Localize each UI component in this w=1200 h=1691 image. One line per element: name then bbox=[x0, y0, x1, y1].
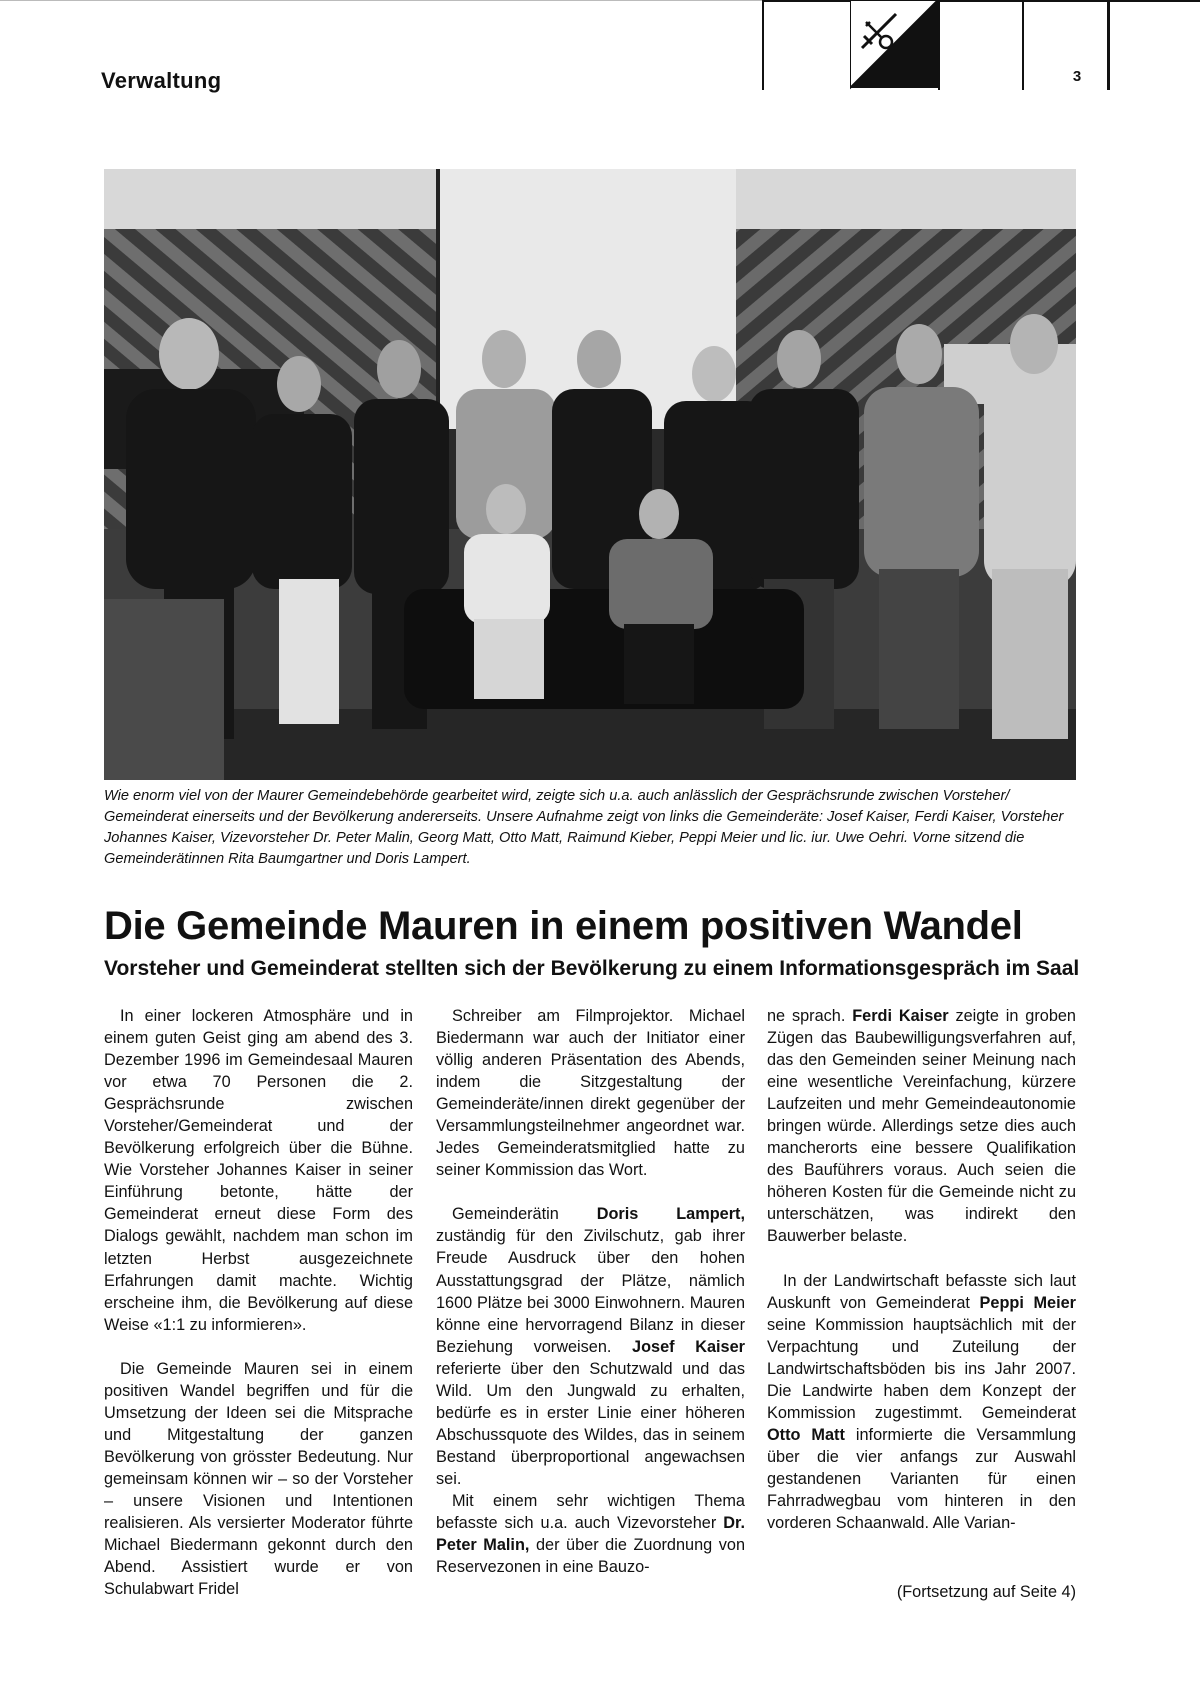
mauren-coat-of-arms-key-sword-icon bbox=[850, 0, 940, 90]
text-run: seine Kommission hauptsächlich mit der Verpachtung und Zuteilung der Landwirtschaftsböden bis ins Jahr 2007. Die Landwirte haben dem Konzept der Kommission zugestimmt. Gemeinderat bbox=[767, 1315, 1076, 1422]
paragraph: Die Gemeinde Mauren sei in einem positiven Wandel begriffen und für die Umsetzung der Ideen sei die Mitsprache und Mitgestaltung der ganzen Bevölkerung von grösster Bedeutung. Nur gemeinsam können wir – so der Vorsteher – unsere Visionen und Intentionen realisieren. Als versierter Moderator führte Michael Biedermann gekonnt durch den Abend. Assistiert wurde er von Schulabwart Fridel bbox=[104, 1359, 413, 1599]
text-run: zeigte in groben Zügen das Baubewilligungsverfahren auf, das den Gemeinden seiner Meinung nach eine wesentliche Vereinfachung, kürzere Laufzeiten und mehr Gemeindeautonomie bringen würde. Allerdings setze dies auch mancherorts eine bessere Qualifikation des Bauführers voraus. Auch seien die höheren Kosten für die Gemeinde nicht zu unterschätzen, was indirekt den Bauwerber belaste. bbox=[767, 1007, 1076, 1246]
page-number: 3 bbox=[1072, 68, 1082, 85]
text-run: Mit einem sehr wichtigen Thema befasste sich u.a. auch Vizevorsteher bbox=[436, 1491, 745, 1533]
paragraph bbox=[436, 1490, 745, 1578]
photo-illustration bbox=[104, 169, 1076, 780]
person-name: Ferdi Kaiser bbox=[852, 1007, 949, 1025]
article-column-3 bbox=[767, 1005, 1076, 1534]
article-column-2 bbox=[436, 1005, 745, 1578]
paragraph bbox=[767, 1005, 1076, 1248]
person-name: Doris Lampert, bbox=[596, 1205, 745, 1224]
tab-divider bbox=[1108, 0, 1110, 90]
text-run: zuständig für den Zivilschutz, gab ihrer Freude Ausdruck über den hohen Ausstattungsgrad der Plätze, nämlich 1600 Plätze bei 3000 Einwohnern. Mauren könne eine hervorragend Bilanz in dieser Beziehung vorweisen. bbox=[436, 1227, 745, 1356]
text-run: der über die Zuordnung von Reservezonen in eine Bauzo- bbox=[436, 1536, 746, 1577]
text-run: informierte die Versammlung über die vier anfangs zur Auswahl gestandenen Varianten für einen Fahrradwegbau vom hinteren in den vorderen Schaanwald. Alle Varian- bbox=[767, 1425, 1076, 1533]
paragraph: In einer lockeren Atmosphäre und in einem guten Geist ging am abend des 3. Dezember 1996 im Gemeindesaal Mauren vor etwa 70 Personen die 2. Gesprächsrunde zwischen Vorsteher/Gemeinderat und der Bevölkerung erfolgreich über die Bühne. Wie Vorsteher Johannes Kaiser in seiner Einführung betonte, hätte der Gemeinderat erneut diese Form des Dialogs gewählt, nachdem man schon im letzten Herbst ausgezeichnete Erfahrungen damit machte. Wichtig erscheine ihm, die Bevölkerung auf diese Weise «1:1 zu informieren». bbox=[104, 1007, 413, 1334]
header-rule bbox=[762, 0, 1200, 2]
tab-divider bbox=[762, 0, 764, 90]
section-label: Verwaltung bbox=[101, 68, 222, 93]
text-run: Gemeinderätin bbox=[452, 1205, 597, 1224]
paragraph: Schreiber am Filmprojektor. Michael Biedermann war auch der Initiator einer völlig anderen Präsentation des Abends, indem die Sitzgestaltung der Gemeinderäte/innen direkt gegenüber der Versammlungsteilnehmer angeordnet war. Jedes Gemeinderatsmitglied hatte zu seiner Kommission das Wort. bbox=[436, 1007, 745, 1180]
photo-caption: Wie enorm viel von der Maurer Gemeindebehörde gearbeitet wird, zeigte sich u.a. auch anlässlich der Gesprächsrunde zwischen Vorsteher/ Gemeinderat einerseits und der Bevölkerung andererseits. Unsere Aufnahme zeigt von links die Gemeinderäte: Josef Kaiser, Ferdi Kaiser, Vorsteher Johannes Kaiser, Vizevorsteher Dr. Peter Malin, Georg Matt, Otto Matt, Raimund Kieber, Peppi Meier und lic. iur. Uwe Oehri. Vorne sitzend die Gemeinderätinnen Rita Baumgartner und Doris Lampert. bbox=[104, 788, 1064, 867]
article-subheadline: Vorsteher und Gemeinderat stellten sich der Bevölkerung zu einem Informationsgespräch im Saal bbox=[104, 957, 1080, 980]
text-run: ne sprach. bbox=[767, 1007, 853, 1025]
person-name: Josef Kaiser bbox=[632, 1337, 745, 1356]
person-name: Dr. Peter Malin, bbox=[436, 1514, 745, 1555]
article-headline: Die Gemeinde Mauren in einem positiven Wandel bbox=[104, 904, 1023, 948]
text-run: referierte über den Schutzwald und das Wild. Um den Jungwald zu erhalten, bedürfe es in erster Linie einer höheren Abschussquote des Wildes, das in seinem Bestand überproportional angewachsen sei. bbox=[436, 1359, 745, 1488]
person-name: Peppi Meier bbox=[979, 1293, 1076, 1312]
tab-divider bbox=[1022, 0, 1024, 90]
paragraph bbox=[436, 1203, 745, 1490]
paragraph bbox=[767, 1270, 1076, 1535]
person-name: Otto Matt bbox=[767, 1425, 845, 1444]
group-photo bbox=[104, 169, 1076, 780]
text-run: In der Landwirtschaft befasste sich laut Auskunft von Gemeinderat bbox=[767, 1271, 1076, 1312]
article-column-1 bbox=[104, 1005, 413, 1600]
continuation-note: (Fortsetzung auf Seite 4) bbox=[896, 1583, 1076, 1601]
header-tab-strip bbox=[762, 0, 1200, 90]
